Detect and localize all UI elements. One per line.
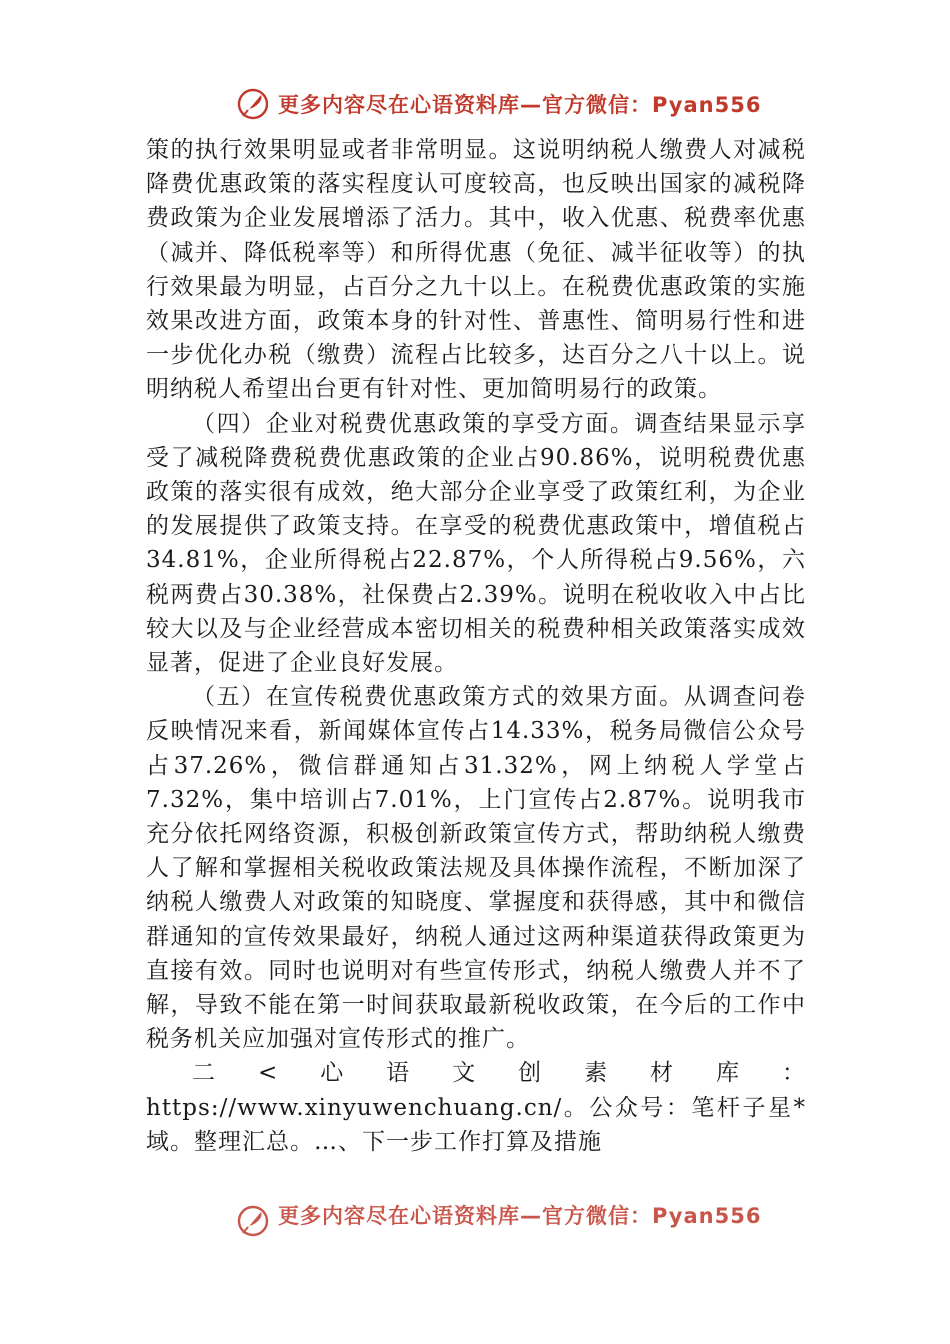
- watermark-banner-bottom: [236, 1204, 761, 1238]
- watermark-text: 更多内容尽在心语资料库—官方微信：Pyan556: [278, 1204, 762, 1228]
- paragraph-section-4: （四）企业对税费优惠政策的享受方面。调查结果显示享受了减税降费税费优惠政策的企业占90.86%，说明税费优惠政策的落实很有成效，绝大部分企业享受了政策红利，为企业的发展提供了政策支持。在享受的税费优惠政策中，增值税占34.81%，企业所得税占22.87%，个人所得税占9.56%，六税两费占30.38%，社保费占2.39%。说明在税收收入中占比较大以及与企业经营成本密切相关的税费种相关政策落实成效显著，促进了企业良好发展。: [146, 410, 806, 677]
- paragraph-section-5: （五）在宣传税费优惠政策方式的效果方面。从调查问卷反映情况来看，新闻媒体宣传占14.33%，税务局微信公众号占37.26%，微信群通知占31.32%，网上纳税人学堂占7.32%，集中培训占7.01%，上门宣传占2.87%。说明我市充分依托网络资源，积极创新政策宣传方式，帮助纳税人缴费人了解和掌握相关税收政策法规及具体操作流程，不断加深了纳税人缴费人对政策的知晓度、掌握度和获得感，其中和微信群通知的宣传效果最好，纳税人通过这两种渠道获得政策更为直接有效。同时也说明对有些宣传形式，纳税人缴费人并不了解，导致不能在第一时间获取最新税收政策，在今后的工作中税务机关应加强对宣传形式的推广。: [146, 684, 806, 1053]
- watermark-banner-top: [236, 84, 761, 124]
- quill-pen-logo-icon: [236, 87, 270, 121]
- paragraph-next-steps: 二<心语文创素材库：https://www.xinyuwenchuang.cn/。公众号：笔杆子星*域。整理汇总。…、下一步工作打算及措施: [146, 1060, 806, 1155]
- document-body: [146, 133, 806, 1159]
- quill-pen-logo-icon: [236, 1204, 270, 1238]
- paragraph-continued: 策的执行效果明显或者非常明显。这说明纳税人缴费人对减税降费优惠政策的落实程度认可度较高，也反映出国家的减税降费政策为企业发展增添了活力。其中，收入优惠、税费率优惠（减并、降低税率等）和所得优惠（免征、减半征收等）的执行效果最为明显，占百分之九十以上。在税费优惠政策的实施效果改进方面，政策本身的针对性、普惠性、简明易行性和进一步优化办税（缴费）流程占比较多，达百分之八十以上。说明纳税人希望出台更有针对性、更加简明易行的政策。: [146, 137, 806, 403]
- watermark-text: 更多内容尽在心语资料库—官方微信：Pyan556: [278, 93, 762, 117]
